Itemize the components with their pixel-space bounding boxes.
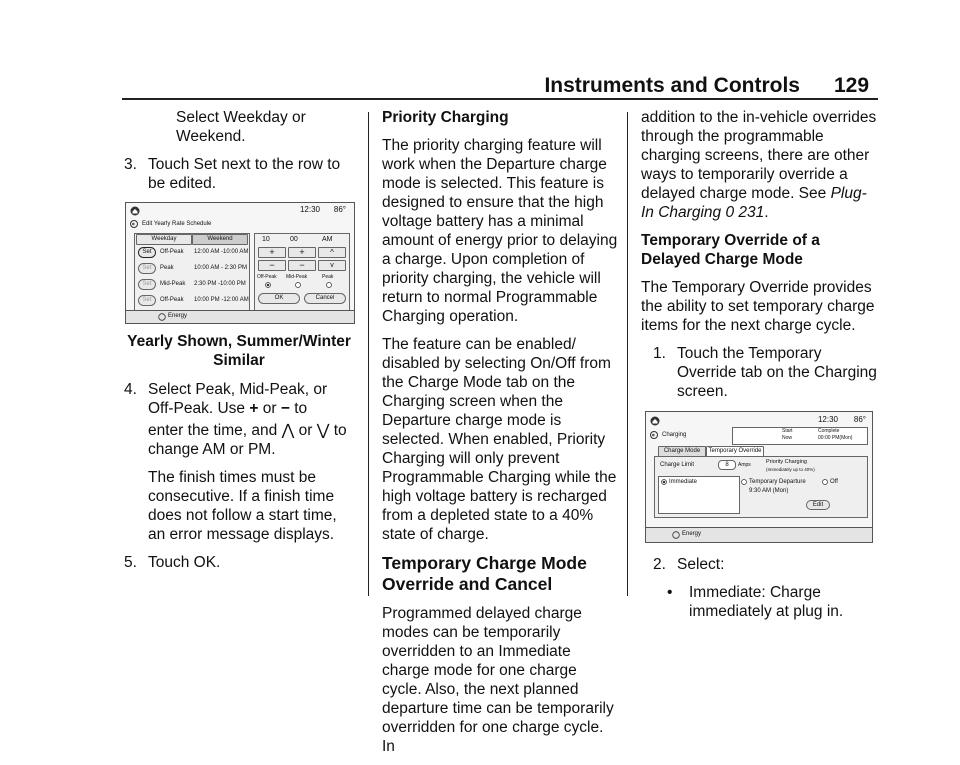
radio-mid-peak[interactable] (295, 282, 301, 288)
step-4 (124, 380, 354, 418)
set-button[interactable]: Set (138, 295, 156, 306)
paragraph-text: addition to the in-vehicle overrides through the programmable charging screens, there are other ways to temporarily override a delayed charge mode. See (641, 109, 877, 202)
home-icon (650, 416, 660, 426)
list-item (641, 583, 877, 621)
rate-type: Off-Peak (160, 249, 184, 255)
step-text: Touch OK. (148, 554, 221, 571)
column-divider-2 (627, 112, 628, 596)
step-1 (641, 344, 877, 401)
step-continuation: Select Weekday or Weekend. (176, 109, 306, 145)
table-row (138, 295, 248, 311)
temperature: 86° (853, 415, 866, 424)
edit-button[interactable]: Edit (806, 500, 830, 510)
charge-limit-unit: Amps (738, 462, 751, 468)
cross-reference[interactable]: Plug-In Charging (641, 185, 867, 221)
complete-value: 00:00 PM(Mon) (818, 435, 853, 441)
paragraph: The feature can be enabled/ disabled by selecting On/Off from the Charge Mode tab on the Charging screen when the Departure charge mode is selected. When enabled, Priority Charging will only prevent Programmable Charging while the high voltage battery is recharged from a depleted state to a 40% state of charge. (382, 336, 617, 543)
column-3 (641, 108, 877, 621)
rate-time: 2:30 PM -10:00 PM (194, 281, 246, 287)
departure-time: 9:30 AM (Mon) (749, 488, 789, 494)
or-text: or (298, 422, 313, 439)
radio-label-mid-peak: Mid-Peak (286, 274, 308, 280)
header-rule (122, 98, 878, 100)
screen-title: Charging (662, 432, 687, 438)
page-number: 129 (834, 74, 870, 97)
step-4-note: The finish times must be consecutive. If a finish time does not follow a start time, an error message displays. (148, 469, 337, 543)
header-title: Instruments and Controls (544, 74, 800, 97)
tab-weekday[interactable]: Weekday (136, 234, 192, 245)
temperature: 86° (333, 205, 346, 214)
step-number: 1. (653, 345, 666, 362)
set-button[interactable]: Set (138, 279, 156, 290)
table-row (138, 247, 248, 263)
table-row (138, 279, 248, 295)
step-number: 5. (124, 554, 137, 571)
start-label: Start (782, 428, 793, 434)
paragraph: The priority charging feature will work when the Departure charge mode is selected. This feature is designed to ensure that the high voltage battery has a minimal amount of energy prior to delaying a charge. Upon completion of priority charging, the vehicle will return to normal Programmable Charging operation. (382, 137, 618, 325)
rate-time: 10:00 PM -12:00 AM (194, 297, 249, 303)
tab-weekend[interactable]: Weekend (192, 234, 248, 245)
charging-screenshot (645, 411, 873, 543)
minute-minus-button[interactable]: − (288, 260, 316, 271)
step-text: Touch Set next to the row to be edited. (148, 156, 341, 192)
bullet: • (667, 584, 673, 601)
rate-time: 10:00 AM - 2:30 PM (194, 265, 248, 271)
rate-type: Off-Peak (160, 297, 184, 303)
schedule-rows (138, 247, 248, 311)
radio-immediate[interactable] (661, 479, 667, 485)
paragraph: Programmed delayed charge modes can be temporarily overridden to an Immediate charge mode for one charge cycle. Also, the next planned departure time can be temporarily overridden for one charge cycle. In (382, 605, 614, 755)
page-reference[interactable]: 0 231 (725, 204, 765, 221)
edit-ampm: AM (322, 236, 333, 243)
energy-button[interactable]: Energy (168, 313, 188, 319)
step-text: Select: (677, 556, 725, 573)
step-number: 4. (124, 381, 137, 398)
column-1 (124, 108, 354, 581)
cancel-button[interactable]: Cancel (304, 293, 346, 304)
step-number: 2. (653, 556, 666, 573)
to-text: to (294, 400, 308, 417)
screen-title: Edit Yearly Rate Schedule (142, 221, 212, 227)
figure-caption: Yearly Shown, Summer/Winter Similar (127, 333, 351, 369)
column-2 (382, 108, 618, 765)
column-divider-1 (368, 112, 369, 596)
ampm-down-button[interactable]: v (318, 260, 346, 271)
ok-button[interactable]: OK (258, 293, 300, 304)
set-button[interactable]: Set (138, 247, 156, 258)
charge-limit-value[interactable]: 8 (718, 460, 736, 470)
or-text: or (262, 400, 277, 417)
complete-label: Complete (818, 428, 840, 434)
energy-button[interactable]: Energy (682, 531, 702, 537)
bullet-text: Immediate: Charge immediately at plug in. (689, 584, 844, 620)
step-4-cont (124, 421, 354, 459)
step-2 (641, 555, 877, 574)
ampm-up-button[interactable]: ^ (318, 247, 346, 258)
step-text: Touch the Temporary Override tab on the Charging screen. (677, 345, 877, 400)
to-text: to (333, 422, 347, 439)
step-4-text-c: change AM or PM. (148, 441, 276, 458)
step-5 (124, 553, 354, 572)
set-button[interactable]: Set (138, 263, 156, 274)
step-4-text-b: enter the time, and (148, 422, 278, 439)
radio-off[interactable] (822, 479, 828, 485)
back-icon[interactable] (130, 220, 138, 228)
section-heading: Temporary Charge Mode Override and Cancel (382, 553, 587, 594)
step-text (148, 380, 354, 418)
subsection-heading: Temporary Override of a Delayed Charge Mode (641, 232, 820, 268)
radio-peak[interactable] (326, 282, 332, 288)
rate-time: 12:00 AM -10:00 AM (194, 249, 249, 255)
edit-minute: 00 (290, 236, 298, 243)
radio-departure[interactable] (741, 479, 747, 485)
radio-label-off-peak: Off-Peak (257, 274, 277, 280)
table-row (138, 263, 248, 279)
step-3 (124, 155, 354, 193)
tab-charge-mode[interactable]: Charge Mode (658, 446, 706, 457)
paragraph: addition to the in-vehicle overrides through the programmable charging screens, there are other ways to temporarily override a delayed charge mode. See Plug-In Charging 0 231. (641, 109, 877, 221)
back-icon[interactable] (650, 431, 658, 439)
radio-label-peak: Peak (322, 274, 334, 280)
home-icon (130, 206, 140, 216)
paragraph: The Temporary Override provides the ability to set temporary charge items for the next charge cycle. (641, 279, 875, 334)
rate-type: Mid-Peak (160, 281, 186, 287)
clock: 12:30 (817, 415, 838, 424)
minus-symbol: − (280, 400, 290, 417)
start-value: Now (782, 435, 793, 441)
hour-plus-button[interactable]: + (258, 247, 286, 258)
tab-temporary-override[interactable]: Temporary Override (706, 446, 764, 457)
priority-charging-heading: Priority Charging (382, 109, 509, 126)
departure-label: Temporary Departure (749, 479, 806, 485)
hour-minus-button[interactable]: − (258, 260, 286, 271)
radio-off-peak[interactable] (265, 282, 271, 288)
priority-charging-label: Priority Charging (766, 459, 807, 465)
plus-symbol: + (249, 400, 259, 417)
down-symbol: ⋁ (316, 422, 330, 439)
clock: 12:30 (299, 205, 320, 214)
off-label: Off (830, 479, 838, 485)
energy-icon (672, 531, 680, 539)
priority-charging-note: (Immediately up to 40%) (766, 467, 815, 472)
charge-limit-label: Charge Limit (660, 462, 695, 468)
edit-hour: 10 (262, 236, 270, 243)
step-number: 3. (124, 156, 137, 173)
step-4-text-a: Select Peak, Mid-Peak, or Off-Peak. Use (148, 381, 328, 417)
immediate-label: Immediate (669, 479, 698, 485)
rate-type: Peak (160, 265, 174, 271)
up-symbol: ⋀ (281, 422, 295, 439)
minute-plus-button[interactable]: + (288, 247, 316, 258)
rate-schedule-screenshot (125, 202, 355, 324)
energy-icon (158, 313, 166, 321)
